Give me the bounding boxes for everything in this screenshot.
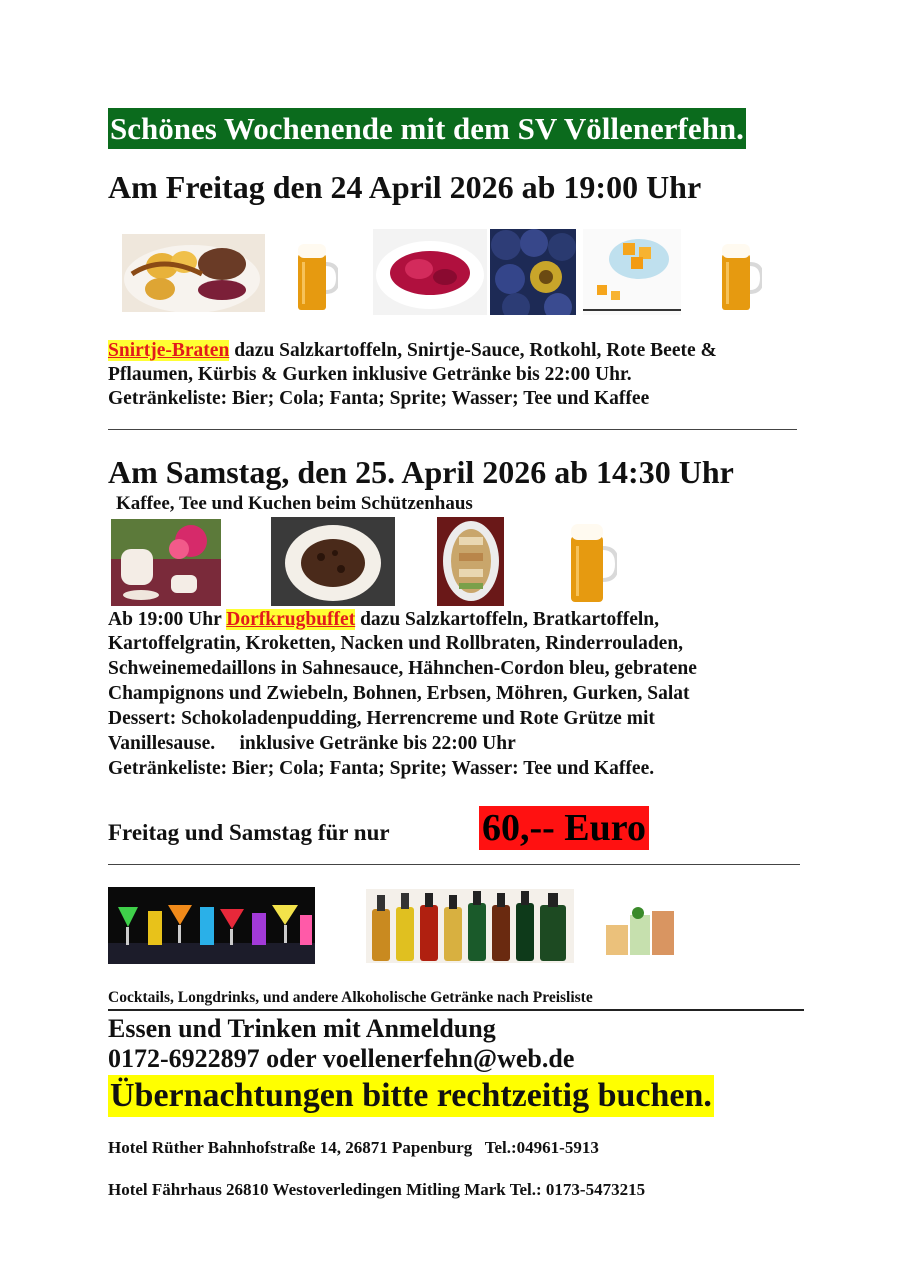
- drinks-note: Cocktails, Longdrinks, und andere Alkoholische Getränke nach Preisliste: [108, 989, 593, 1006]
- whisky-glasses-photo: [602, 903, 680, 961]
- saturday-heading: Am Samstag, den 25. April 2026 ab 14:30 Uhr: [108, 454, 734, 490]
- dish-highlight: Snirtje-Braten: [108, 340, 230, 361]
- divider: [108, 429, 797, 430]
- cocktails-photo: [108, 887, 315, 964]
- hotel-entry: Hotel Rüther Bahnhofstraße 14, 26871 Papenburg Tel.:04961-5913: [108, 1138, 599, 1157]
- buffet-highlight: Dorfkrugbuffet: [226, 609, 356, 630]
- friday-heading: Am Freitag den 24 April 2026 ab 19:00 Uhr: [108, 169, 702, 205]
- saturday-menu-line-4: Champignons und Zwiebeln, Bohnen, Erbsen, Möhren, Gurken, Salat: [108, 683, 690, 704]
- coffee-table-photo: [111, 519, 221, 606]
- registration-line: Essen und Trinken mit Anmeldung: [108, 1014, 496, 1043]
- page-title: Schönes Wochenende mit dem SV Völlenerfehn.: [108, 108, 746, 149]
- overnight-notice: Übernachtungen bitte rechtzeitig buchen.: [108, 1075, 714, 1117]
- price-value: 60,-- Euro: [479, 806, 649, 850]
- beer-mug-icon: [567, 520, 617, 604]
- friday-line1-rest: dazu Salzkartoffeln, Snirtje-Sauce, Rotkohl, Rote Beete &: [229, 340, 717, 361]
- black-forest-cake-photo: [271, 517, 395, 606]
- beer-mug-icon: [294, 240, 338, 312]
- friday-drinks-list: Getränkeliste: Bier; Cola; Fanta; Sprite; Wasser; Tee und Kaffee: [108, 388, 650, 409]
- divider: [108, 1009, 804, 1011]
- hotel-entry: Hotel Fährhaus 26810 Westoverledingen Mitling Mark Tel.: 0173-5473215: [108, 1180, 646, 1199]
- saturday-menu-line-1: [108, 608, 659, 632]
- buffet-platter-photo: [437, 517, 504, 606]
- saturday-subheading: Kaffee, Tee und Kuchen beim Schützenhaus: [116, 493, 473, 514]
- saturday-dessert-line: Dessert: Schokoladenpudding, Herrencreme und Rote Grütze mit: [108, 708, 655, 729]
- saturday-menu-line-2: Kartoffelgratin, Kroketten, Nacken und Rollbraten, Rinderrouladen,: [108, 633, 684, 654]
- beetroot-photo: [373, 229, 487, 315]
- plums-photo: [490, 229, 576, 315]
- saturday-drinks-included: Vanillesause. inklusive Getränke bis 22:00 Uhr: [108, 733, 516, 754]
- friday-menu-line-2: Pflaumen, Kürbis & Gurken inklusive Getränke bis 22:00 Uhr.: [108, 364, 632, 385]
- pumpkin-cubes-photo: [583, 229, 681, 315]
- saturday-menu-line-3: Schweinemedaillons in Sahnesauce, Hähnchen-Cordon bleu, gebratene: [108, 658, 697, 679]
- divider: [108, 864, 800, 865]
- roast-dinner-photo: [122, 234, 265, 312]
- saturday-drinks-list: Getränkeliste: Bier; Cola; Fanta; Sprite; Wasser: Tee und Kaffee.: [108, 758, 655, 779]
- liquor-bottles-photo: [366, 889, 574, 963]
- price-label: Freitag und Samstag für nur: [108, 820, 390, 845]
- saturday-line1-prefix: Ab 19:00 Uhr: [108, 609, 227, 630]
- beer-mug-icon: [718, 240, 762, 312]
- saturday-line1-rest: dazu Salzkartoffeln, Bratkartoffeln,: [355, 609, 660, 630]
- friday-menu-line-1: [108, 339, 717, 363]
- registration-contact: 0172-6922897 oder voellenerfehn@web.de: [108, 1044, 575, 1073]
